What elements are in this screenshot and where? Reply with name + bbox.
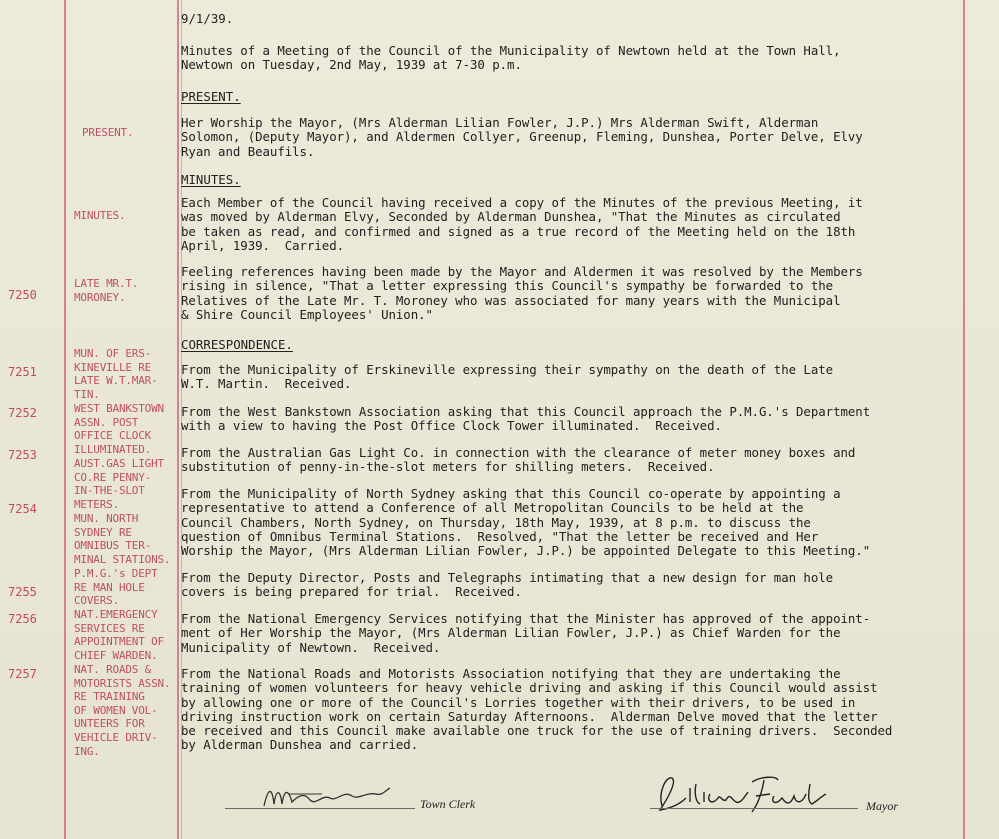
folio-number: 7250 [8,288,37,302]
folio-number: 7253 [8,448,37,462]
margin-note-emergency: NAT.EMERGENCY SERVICES RE APPOINTMENT OF CHIEF WARDEN. [74,608,164,662]
town-clerk-signature-line [225,808,415,809]
margin-note-gas-light: AUST.GAS LIGHT CO.RE PENNY- IN-THE-SLOT METERS. [74,457,164,511]
margin-note-erskineville: MUN. OF ERS- KINEVILLE RE LATE W.T.MAR- TIN. [74,347,158,401]
folio-number: 7257 [8,667,37,681]
meeting-title-line-1: Minutes of a Meeting of the Council of the Municipality of Newtown held at the Town Hall, [181,43,841,58]
mayor-label: Mayor [866,799,898,813]
minutes-paragraph: Each Member of the Council having received a copy of the Minutes of the previous Meeting, it was moved by Alderman Elvy, Seconded by Alderman Dunshea, "That the Minutes as circulated be taken as read, and confirmed and signed as a true record of the Meeting held on the 18th April, 1939. Carried. [181,195,863,253]
folio-number: 7251 [8,365,37,379]
folio-number: 7254 [8,502,37,516]
margin-note-north-sydney: MUN. NORTH SYDNEY RE OMNIBUS TER- MINAL STATIONS. [74,512,171,566]
margin-note-west-bankstown: WEST BANKSTOWN ASSN. POST OFFICE CLOCK ILLUMINATED. [74,402,164,456]
paragraph-7254: From the Municipality of North Sydney asking that this Council co-operate by appointing a representative to attend a Conference of all Metropolitan Councils to be held at the Council Chambers, North Sydney, on Thursday, 18th May, 1939, at 8 p.m. to discuss the question of Omnibus Terminal Stations. Resolved, "That the letter be received and Her Worship the Mayor, (Mrs Alderman Lilian Fowler, J.P.) be appointed Delegate to this Meeting." [181,486,871,559]
town-clerk-label: Town Clerk [420,797,476,811]
margin-note-minutes: MINUTES. [74,209,126,222]
present-heading: PRESENT. [181,89,241,104]
folio-number: 7252 [8,406,37,420]
margin-note-late-moroney: LATE MR.T. MORONEY. [74,277,139,304]
paragraph-7250: Feeling references having been made by the Mayor and Aldermen it was resolved by the Members rising in silence, "That a letter expressing this Council's sympathy be forwarded to the Relatives of the Late Mr. T. Moroney who was associated for many years with the Municipal & Shire Council Employees' Union." [181,264,863,322]
paragraph-7252: From the West Bankstown Association asking that this Council approach the P.M.G.'s Department with a view to having the Post Office Clock Tower illuminated. Received. [181,404,871,434]
mayor-signature [652,770,832,820]
correspondence-heading: CORRESPONDENCE. [181,337,293,352]
town-clerk-signature [258,778,398,818]
folio-number: 7256 [8,612,37,626]
left-margin-rule [64,0,66,839]
margin-note-roads: NAT. ROADS & MOTORISTS ASSN. RE TRAINING OF WOMEN VOL- UNTEERS FOR VEHICLE DRIV- ING. [74,663,171,758]
paragraph-7253: From the Australian Gas Light Co. in connection with the clearance of meter money boxes and substitution of penny-in-the-slot meters for shilling meters. Received. [181,445,856,475]
meeting-title-line-2: Newtown on Tuesday, 2nd May, 1939 at 7-30 p.m. [181,57,522,72]
margin-note-present: PRESENT. [82,126,134,139]
page-reference: 9/1/39. [181,11,234,26]
paragraph-7257: From the National Roads and Motorists Association notifying that they are undertaking the training of women volunteers for heavy vehicle driving and asking if this Council would assist by allowing one or more of the Council's Lorries together with their drivers, to be used in driving instruction work on certain Saturday Afternoons. Alderman Delve moved that the letter be received and this Council make available one truck for the use of training drivers. Seconded by Alderman Dunshea and carried. [181,666,893,753]
paragraph-7255: From the Deputy Director, Posts and Telegraphs intimating that a new design for man hole covers is being prepared for trial. Received. [181,570,834,600]
margin-note-pmg: P.M.G.'s DEPT RE MAN HOLE COVERS. [74,567,158,608]
mayor-signature-line [650,808,858,809]
paragraph-7256: From the National Emergency Services notifying that the Minister has approved of the appoint- ment of Her Worship the Mayor, (Mrs Alderman Lilian Fowler, J.P.) as Chief Warden for the Municipality of Newtown. Received. [181,611,871,655]
paragraph-7251: From the Municipality of Erskineville expressing their sympathy on the death of the Late W.T. Martin. Received. [181,362,834,392]
present-paragraph: Her Worship the Mayor, (Mrs Alderman Lilian Fowler, J.P.) Mrs Alderman Swift, Alderman Solomon, (Deputy Mayor), and Aldermen Collyer, Greenup, Fleming, Dunshea, Porter Delve, Elvy Ryan and Beaufils. [181,115,863,159]
minutes-heading: MINUTES. [181,172,241,187]
folio-number: 7255 [8,585,37,599]
